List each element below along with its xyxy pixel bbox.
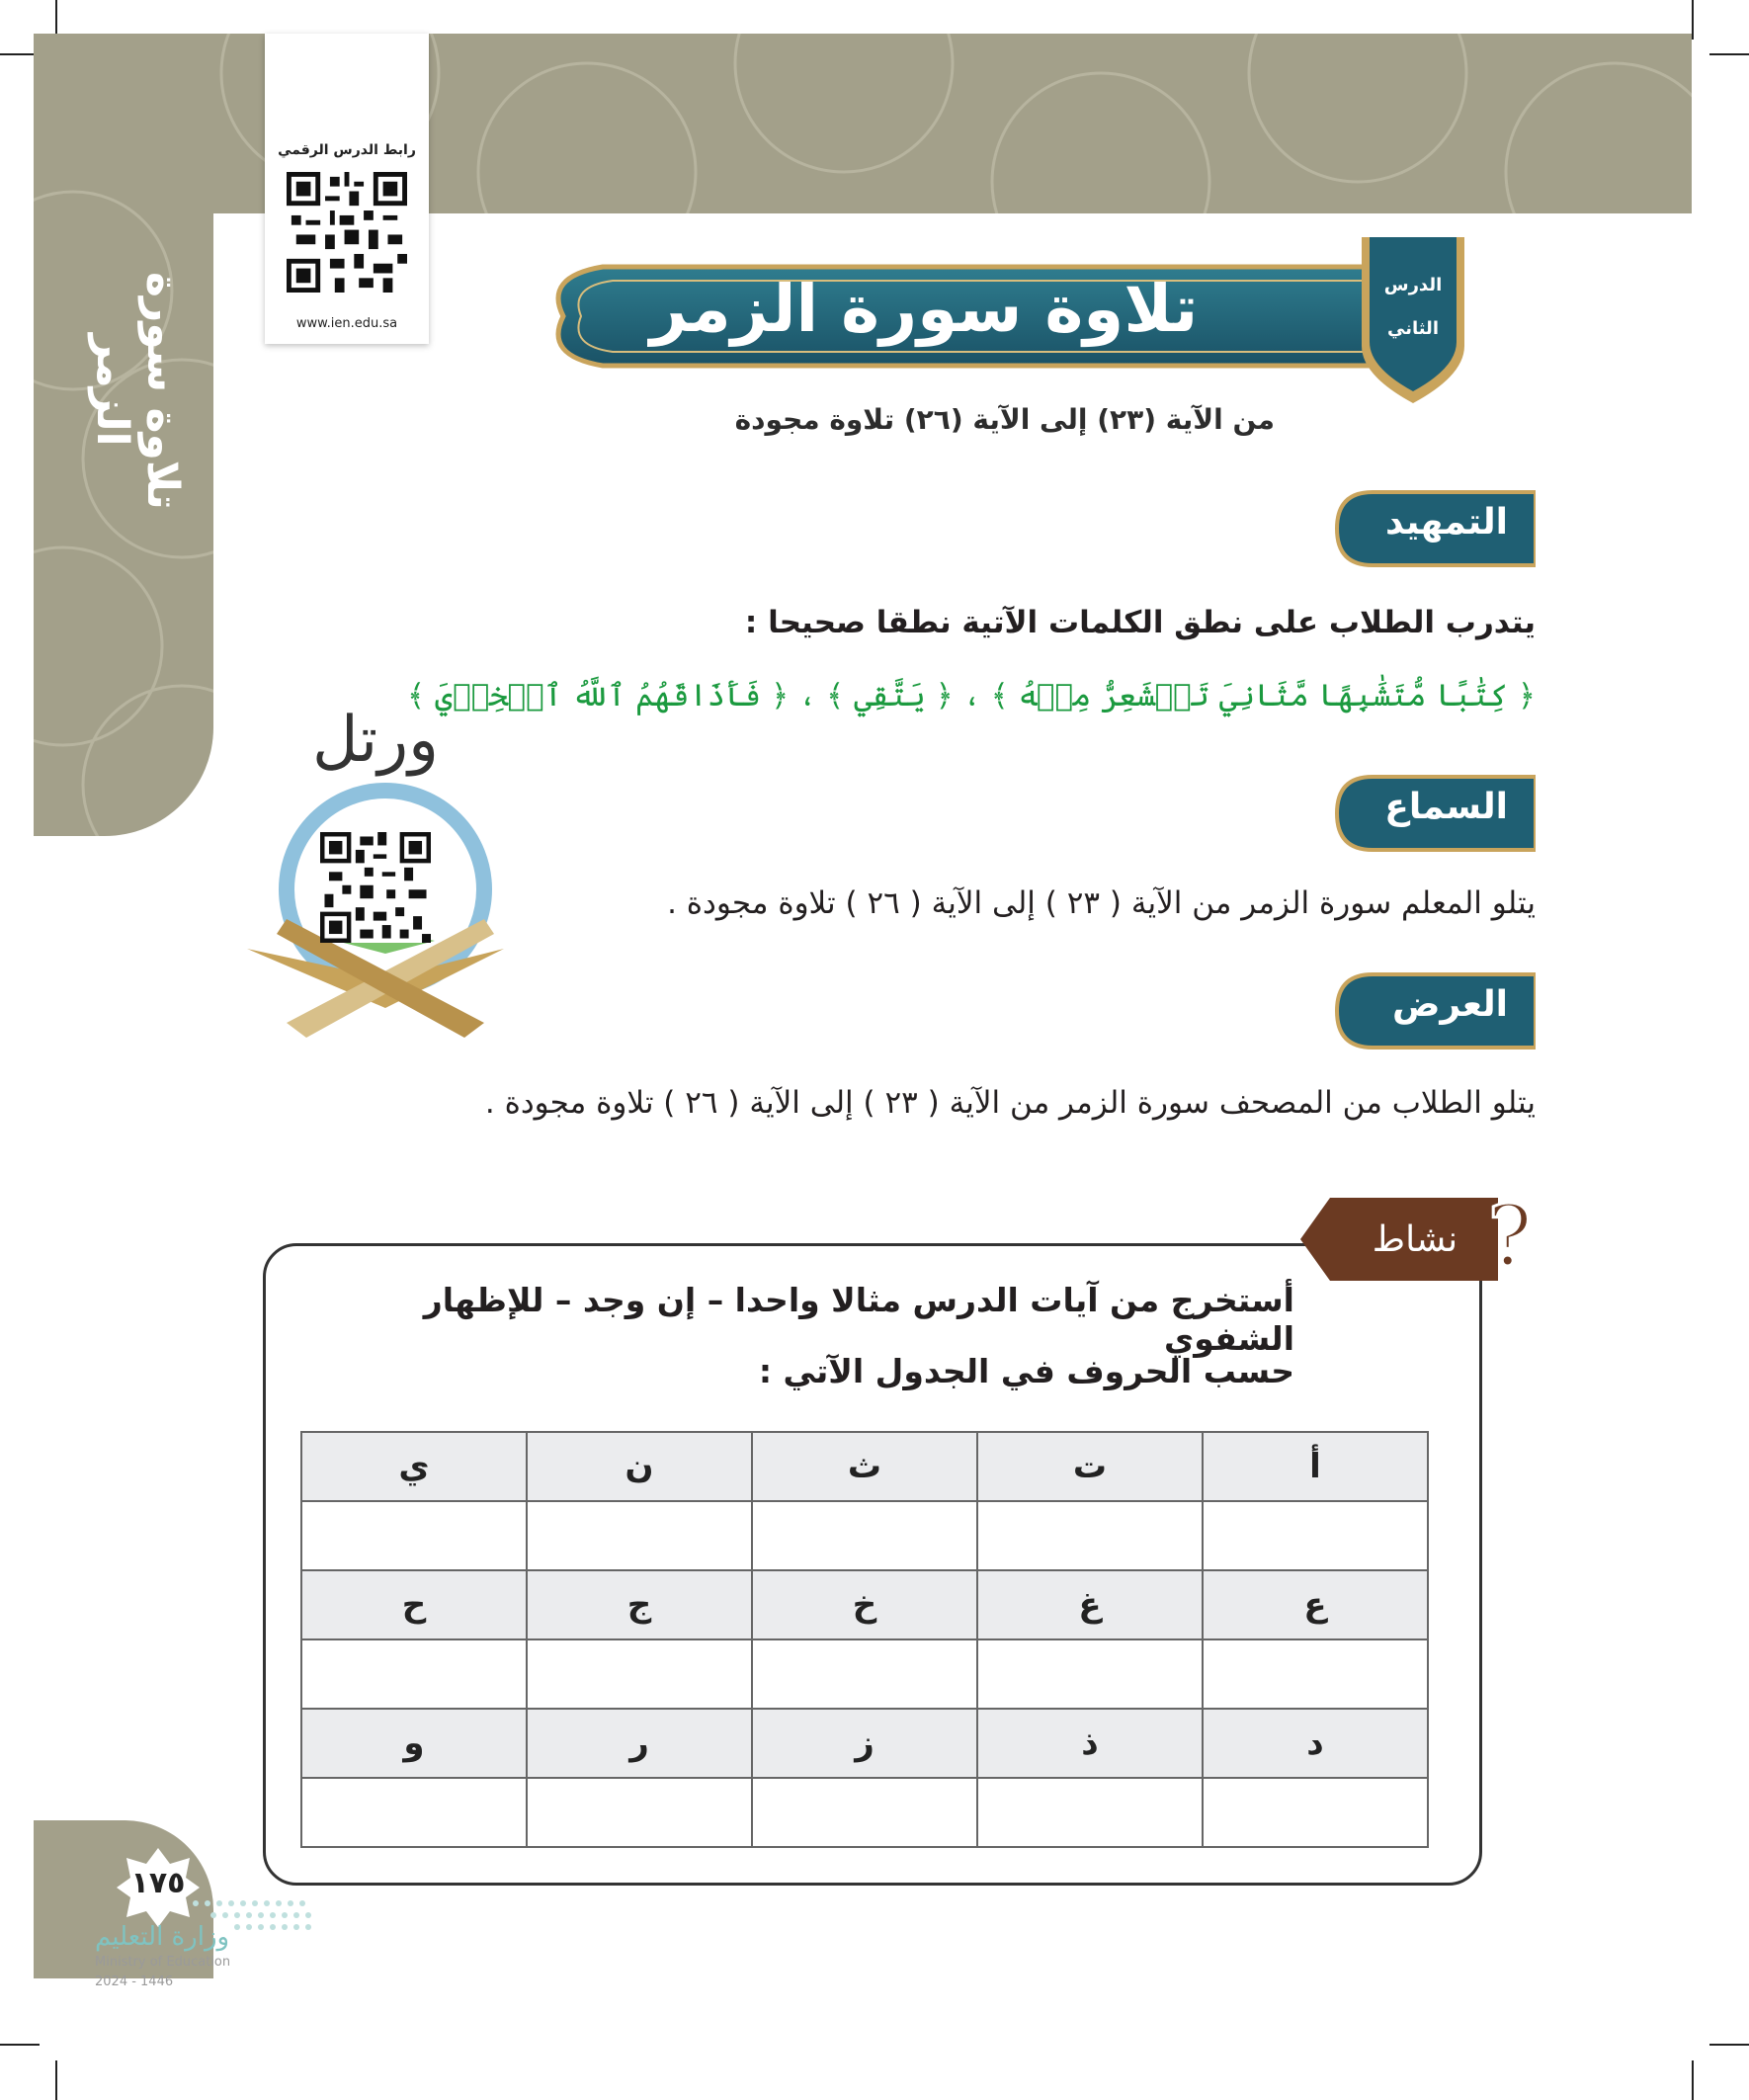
- answer-cell[interactable]: [301, 1639, 527, 1709]
- table-row: [301, 1432, 1428, 1501]
- letter-cell: ن: [527, 1432, 752, 1501]
- lesson-ordinal: الثاني: [1386, 318, 1439, 339]
- qr-code-icon[interactable]: [287, 172, 407, 293]
- answer-cell[interactable]: [752, 1778, 977, 1847]
- tarteel-emblem: [247, 682, 504, 1048]
- answer-cell[interactable]: [752, 1501, 977, 1570]
- activity-label: نشاط: [1372, 1219, 1458, 1260]
- answer-cell[interactable]: [1203, 1778, 1428, 1847]
- qr-label: رابط الدرس الرقمي: [278, 142, 416, 158]
- digital-lesson-qr-card[interactable]: [265, 34, 429, 344]
- title-banner: [524, 237, 1512, 395]
- answer-cell[interactable]: [977, 1639, 1203, 1709]
- activity-instruction-line2: حسب الحروف في الجدول الآتي :: [758, 1352, 1294, 1390]
- answer-cell[interactable]: [1203, 1501, 1428, 1570]
- lesson-number-badge: [1354, 237, 1472, 405]
- section-heading-listening: [1333, 771, 1536, 856]
- answer-cell[interactable]: [301, 1501, 527, 1570]
- lesson-title: تلاوة سورة الزمر: [649, 271, 1199, 347]
- side-running-title: تلاوة سورة الزمر: [87, 271, 188, 510]
- table-row: [301, 1778, 1428, 1847]
- letter-cell: ي: [301, 1432, 527, 1501]
- section-heading-presentation: [1333, 968, 1536, 1053]
- qr-code-icon[interactable]: [320, 832, 431, 943]
- crop-mark: [1709, 53, 1749, 55]
- lesson-label: الدرس: [1383, 275, 1443, 295]
- listening-text: يتلو المعلم سورة الزمر من الآية ( ٢٣ ) إلى الآية ( ٢٦ ) تلاوة مجودة .: [667, 885, 1536, 921]
- letter-cell: ث: [752, 1432, 977, 1501]
- letter-cell: ج: [527, 1570, 752, 1639]
- crop-mark: [0, 2044, 40, 2046]
- answer-cell[interactable]: [527, 1778, 752, 1847]
- answer-cell[interactable]: [752, 1639, 977, 1709]
- answer-cell[interactable]: [1203, 1639, 1428, 1709]
- answer-cell[interactable]: [301, 1778, 527, 1847]
- answer-cell[interactable]: [977, 1501, 1203, 1570]
- letter-cell: د: [1203, 1709, 1428, 1778]
- heading-label: السماع: [1384, 787, 1508, 827]
- answer-cell[interactable]: [977, 1778, 1203, 1847]
- section-heading-intro: [1333, 486, 1536, 571]
- letter-cell: ذ: [977, 1709, 1203, 1778]
- crop-mark: [1709, 2044, 1749, 2046]
- answer-cell[interactable]: [527, 1639, 752, 1709]
- letter-cell: ع: [1203, 1570, 1428, 1639]
- letter-cell: و: [301, 1709, 527, 1778]
- heading-label: التمهيد: [1385, 502, 1508, 543]
- letter-cell: ز: [752, 1709, 977, 1778]
- table-row: [301, 1501, 1428, 1570]
- edition-year: 2024 - 1446: [95, 1974, 174, 1989]
- letter-cell: أ: [1203, 1432, 1428, 1501]
- letter-cell: خ: [752, 1570, 977, 1639]
- ministry-name-arabic: وزارة التعليم: [95, 1922, 230, 1952]
- lesson-subtitle: من الآية (٢٣) إلى الآية (٢٦) تلاوة مجودة: [734, 403, 1275, 436]
- crop-mark: [1692, 0, 1694, 40]
- page-number: ١٧٥: [130, 1866, 186, 1900]
- letter-cell: ر: [527, 1709, 752, 1778]
- qr-url[interactable]: www.ien.edu.sa: [295, 316, 398, 331]
- ministry-name-english: Ministry of Education: [95, 1955, 231, 1970]
- crop-mark: [1692, 2060, 1694, 2100]
- intro-text: يتدرب الطلاب على نطق الكلمات الآتية نطقا صحيحا :: [744, 605, 1536, 640]
- letter-cell: ح: [301, 1570, 527, 1639]
- table-row: [301, 1709, 1428, 1778]
- table-row: [301, 1570, 1428, 1639]
- heading-label: العرض: [1392, 984, 1508, 1025]
- answer-cell[interactable]: [527, 1501, 752, 1570]
- letters-table: [300, 1431, 1429, 1848]
- table-row: [301, 1639, 1428, 1709]
- letter-cell: غ: [977, 1570, 1203, 1639]
- presentation-text: يتلو الطلاب من المصحف سورة الزمر من الآية ( ٢٣ ) إلى الآية ( ٢٦ ) تلاوة مجودة .: [484, 1085, 1536, 1121]
- quran-words: ﴿ كِتَٰبًا مُّتَشَٰبِهًا مَّثَانِيَ تَقۡشَعِرُّ مِنۡهُ ﴾ ، ﴿ يَتَّقِي ﴾ ، ﴿ فَأَذَاقَهُمُ ٱللَّهُ ٱلۡخِزۡيَ ﴾: [406, 678, 1536, 714]
- emblem-word: ورتل: [311, 704, 440, 777]
- question-mark-icon: ?: [1487, 1196, 1533, 1283]
- crop-mark: [55, 2060, 57, 2100]
- activity-instruction-line1: أستخرج من آيات الدرس مثالا واحدا – إن وجد – للإظهار الشفوي: [423, 1281, 1294, 1358]
- letter-cell: ت: [977, 1432, 1203, 1501]
